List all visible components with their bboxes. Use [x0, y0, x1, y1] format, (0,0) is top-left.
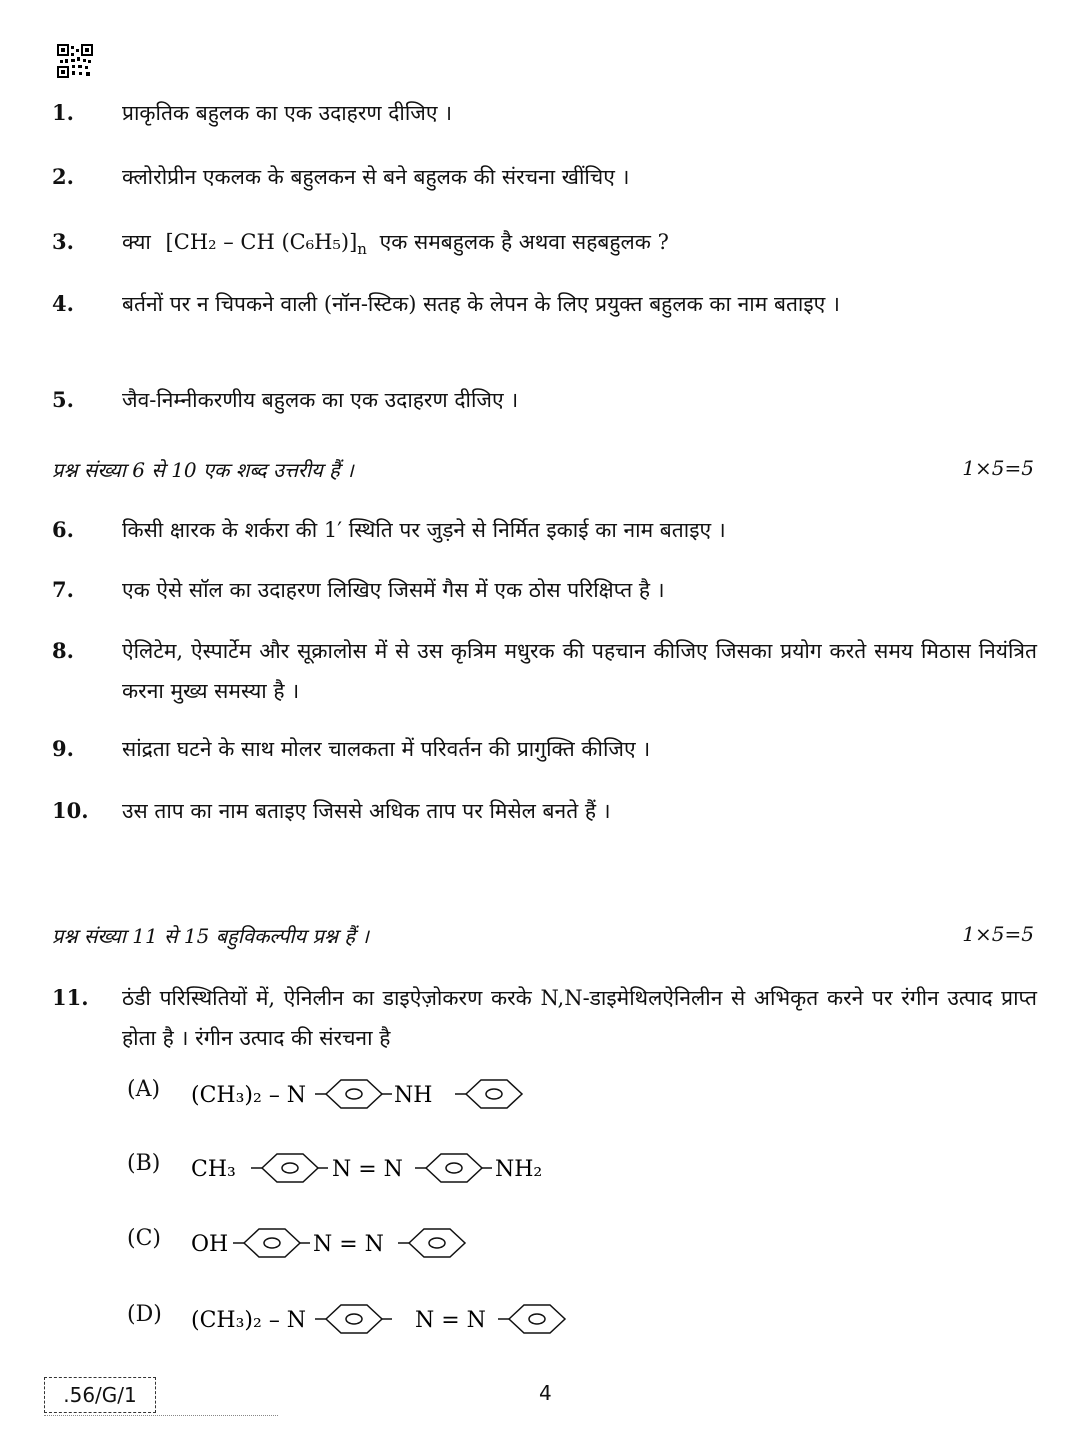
question-number: 4. [52, 291, 74, 316]
option-group-left: (CH₃)₂ – N [191, 1083, 307, 1108]
question-text [122, 222, 1037, 269]
section-header-text: प्रश्न संख्या 6 से 10 एक शब्द उत्तरीय हैं । [52, 458, 354, 482]
question-number: 8. [52, 638, 74, 663]
question-suffix: एक समबहुलक है अथवा सहबहुलक ? [379, 230, 669, 254]
question-number: 7. [52, 577, 74, 602]
question-text: किसी क्षारक के शर्करा की 1′ स्थिति पर जुड़ने से निर्मित इकाई का नाम बताइए । [122, 518, 726, 542]
question-number: 2. [52, 164, 74, 189]
question-text: ऐलिटेम, ऐस्पार्टेम और सूक्रालोस में से उस कृत्रिम मधुरक की पहचान कीजिए जिसका प्रयोग करते समय मिठास नियंत्रित करना मुख्य समस्या है । [122, 639, 1037, 703]
benzene-ring [509, 1305, 565, 1333]
question-text: उस ताप का नाम बताइए जिससे अधिक ताप पर मिसेल बनते हैं । [122, 799, 611, 823]
structure-b [189, 1143, 569, 1193]
paper-code: .56/G/1 [44, 1377, 156, 1413]
question-number: 9. [52, 736, 74, 761]
structure-a [189, 1069, 549, 1119]
question-text: सांद्रता घटने के साथ मोलर चालकता में परिवर्तन की प्रागुक्ति कीजिए । [122, 737, 651, 761]
option-label: (D) [127, 1302, 162, 1327]
question-text: एक ऐसे सॉल का उदाहरण लिखिए जिसमें गैस में एक ठोस परिक्षिप्त है । [122, 578, 665, 602]
question-number: 1. [52, 100, 74, 125]
benzene-ring [426, 1154, 482, 1182]
option-group-mid: NH [394, 1083, 433, 1108]
benzene-ring [262, 1154, 318, 1182]
question-number: 10. [52, 798, 89, 823]
structure-c [189, 1218, 489, 1268]
option-label: (B) [127, 1151, 161, 1176]
benzene-ring [244, 1229, 300, 1257]
polymer-bracket-right: ] [349, 230, 358, 254]
question-number: 6. [52, 517, 74, 542]
option-group-left: OH [191, 1232, 229, 1257]
question-prefix: क्या [122, 230, 151, 254]
option-label: (C) [127, 1226, 161, 1251]
question-number: 5. [52, 387, 74, 412]
question-number: 11. [52, 985, 89, 1010]
section-marks: 1×5=5 [962, 456, 1034, 480]
section-header [52, 456, 1034, 483]
benzene-ring [326, 1305, 382, 1333]
question-text: प्राकृतिक बहुलक का एक उदाहरण दीजिए । [122, 101, 453, 125]
option-group-mid: N = N [415, 1308, 486, 1333]
option-label: (A) [127, 1077, 161, 1102]
footer-divider [44, 1415, 278, 1416]
question-text: जैव-निम्नीकरणीय बहुलक का एक उदाहरण दीजिए । [122, 388, 519, 412]
page-number: 4 [539, 1381, 552, 1405]
option-group-mid: N = N [332, 1157, 403, 1182]
question-text: ठंडी परिस्थितियों में, ऐनिलीन का डाइऐज़ोकरण करके N,N-डाइमेथिलऐनिलीन से अभिकृत करने पर रंगीन उत्पाद प्राप्त होता है । रंगीन उत्पाद की संरचना है [122, 986, 1037, 1050]
benzene-ring [409, 1229, 465, 1257]
polymer-formula: CH₂ – CH (C₆H₅) [173, 230, 350, 254]
question-text: बर्तनों पर न चिपकने वाली (नॉन-स्टिक) सतह के लेपन के लिए प्रयुक्त बहुलक का नाम बताइए । [122, 292, 840, 316]
question-text: क्लोरोप्रीन एकलक के बहुलकन से बने बहुलक की संरचना खींचिए । [122, 165, 630, 189]
section-header [52, 922, 1034, 949]
option-group-mid: N = N [313, 1232, 384, 1257]
option-group-left: (CH₃)₂ – N [191, 1308, 307, 1333]
qr-code [57, 44, 93, 78]
polymer-subscript: n [357, 240, 367, 259]
benzene-ring [326, 1080, 382, 1108]
benzene-ring [466, 1080, 522, 1108]
section-marks: 1×5=5 [962, 922, 1034, 946]
polymer-bracket-left: [ [165, 230, 174, 254]
question-number: 3. [52, 229, 74, 254]
option-group-left: CH₃ [191, 1157, 236, 1182]
option-group-right: NH₂ [495, 1157, 543, 1182]
section-header-text: प्रश्न संख्या 11 से 15 बहुविकल्पीय प्रश्न हैं । [52, 924, 369, 948]
structure-d [189, 1294, 569, 1344]
